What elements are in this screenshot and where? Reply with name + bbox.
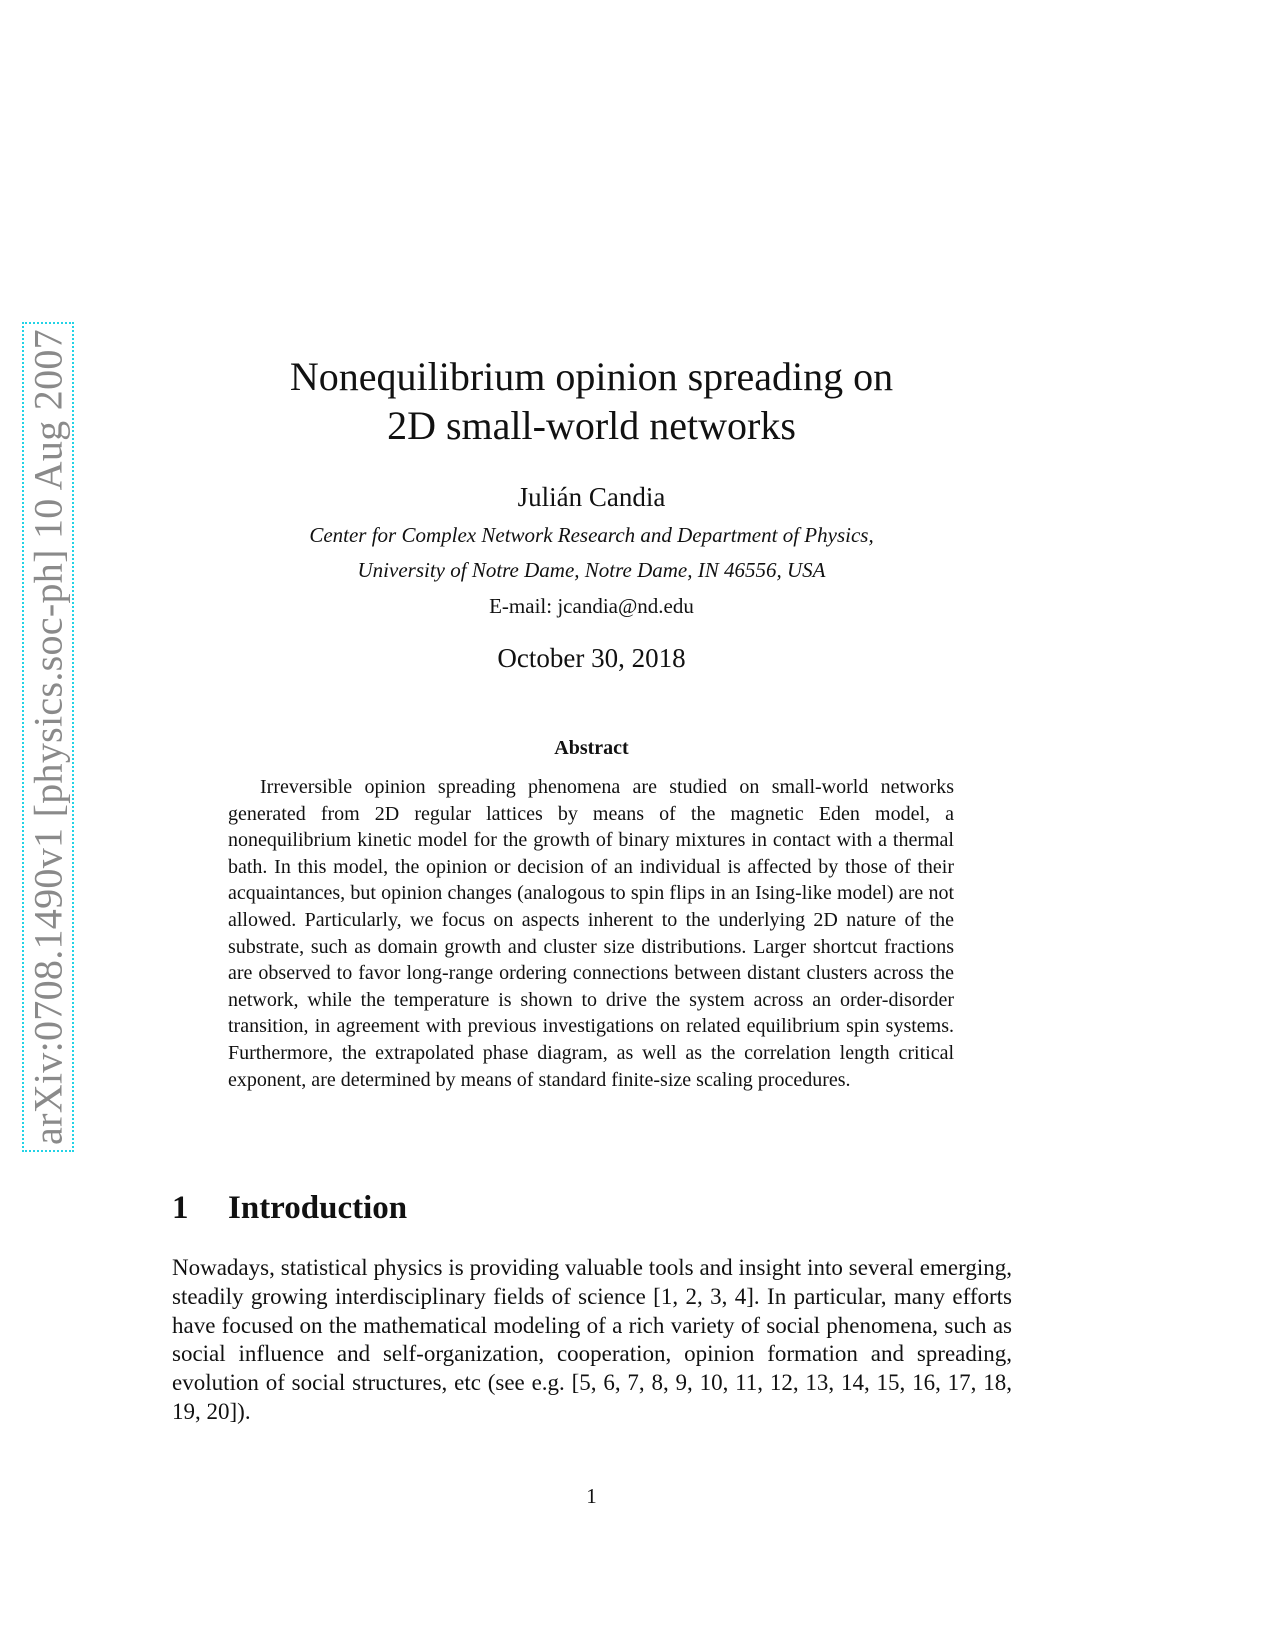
page-number: 1 <box>586 1484 597 1508</box>
section-number: 1 <box>172 1190 189 1226</box>
title-line-2: 2D small-world networks <box>387 403 796 448</box>
title-line-1: Nonequilibrium opinion spreading on <box>289 354 894 399</box>
abstract-text: Irreversible opinion spreading phenomena are studied on small-world networks generated from 2D regular lattices by means of the magnetic Eden model, a nonequilibrium kinetic model for the growth of binary mixtures in contact with a thermal bath. In this model, the opinion or decision of an individual is affected by those of their acquaintances, but opinion changes (analogous to spin flips in an Ising-like model) are not allowed. Particularly, we focus on aspects inherent to the underlying 2D nature of the substrate, such as domain growth and cluster size distributions. Larger shortcut fractions are observed to favor long-range ordering connections between distant clusters across the network, while the temperature is shown to drive the system across an order-disorder transition, in agreement with previous investigations on related equilibrium spin systems. Furthermore, the extrapolated phase diagram, as well as the correlation length critical exponent, are determined by means of standard finite-size scaling procedures. <box>228 776 954 1091</box>
paper-title <box>0 352 1183 450</box>
author-name: Julián Candia <box>517 482 666 512</box>
section-heading-introduction <box>172 1190 407 1227</box>
author-email: E-mail: jcandia@nd.edu <box>489 594 694 618</box>
introduction-paragraph: Nowadays, statistical physics is providing valuable tools and insight into several emerging, steadily growing interdisciplinary fields of science [1, 2, 3, 4]. In particular, many efforts have focused on the mathematical modeling of a rich variety of social phenomena, such as social influence and self-organization, cooperation, opinion formation and spreading, evolution of social structures, etc (see e.g. [5, 6, 7, 8, 9, 10, 11, 12, 13, 14, 15, 16, 17, 18, 19, 20]). <box>172 1255 1012 1424</box>
affiliation-line-2: University of Notre Dame, Notre Dame, IN 46556, USA <box>357 558 826 582</box>
abstract-heading: Abstract <box>554 737 629 759</box>
paper-date: October 30, 2018 <box>497 643 686 673</box>
section-title: Introduction <box>228 1190 408 1226</box>
arxiv-identifier: arXiv:0708.1490v1 [physics.soc-ph] 10 Aug 2007 <box>25 329 71 1145</box>
affiliation-line-1: Center for Complex Network Research and Department of Physics, <box>309 523 874 547</box>
